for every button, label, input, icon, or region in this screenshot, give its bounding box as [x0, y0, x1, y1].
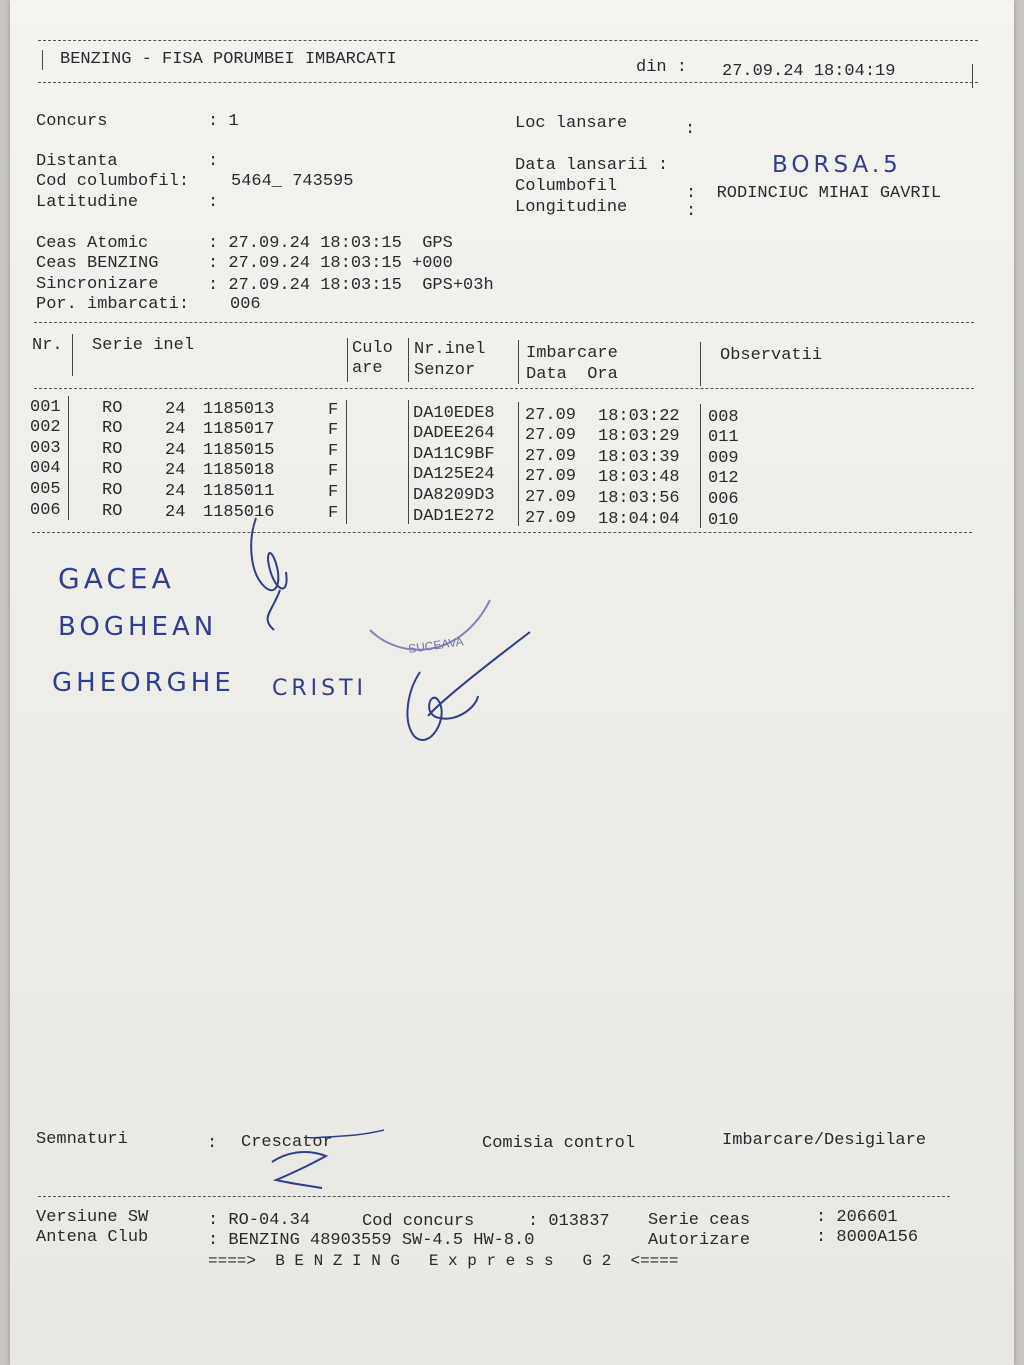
row-nr: 003	[30, 439, 61, 458]
latitudine-label: Latitudine	[36, 193, 139, 212]
stamp-text: SUCEAVA	[407, 634, 465, 656]
row-ring: 1185013	[203, 400, 275, 419]
row-date: 27.09	[525, 447, 577, 466]
row-country: RO	[102, 399, 123, 418]
versiune-sw-value: : RO-04.34	[208, 1211, 311, 1230]
cod-columbofil-value: 5464_ 743595	[231, 172, 354, 191]
concurs-label: Concurs	[36, 112, 108, 131]
row-time: 18:03:39	[598, 448, 680, 467]
ceas-benzing-value: : 27.09.24 18:03:15 +000	[208, 254, 453, 273]
col-header-nr-inel: Nr.inel	[414, 340, 486, 359]
row-nr: 001	[30, 398, 61, 417]
row-time: 18:04:04	[598, 510, 680, 529]
benzing-banner: ====> B E N Z I N G E x p r e s s G 2 <====	[208, 1252, 679, 1270]
row-date: 27.09	[525, 467, 577, 486]
row-nr: 004	[30, 459, 61, 478]
col-header-culoare-2: are	[352, 359, 383, 378]
loc-lansare-label: Loc lansare	[515, 114, 628, 133]
row-sensor: DA10EDE8	[413, 404, 495, 423]
print-timestamp: 27.09.24 18:04:19	[722, 62, 896, 81]
row-ring: 1185018	[203, 461, 275, 480]
imbarcare-desigilare-label: Imbarcare/Desigilare	[722, 1131, 927, 1150]
printout-sheet	[10, 0, 1014, 1365]
row-ring: 1185011	[203, 482, 275, 501]
row-date: 27.09	[525, 488, 577, 507]
signature-mark	[251, 518, 286, 630]
row-observation: 010	[708, 511, 739, 530]
longitudine-value: :	[686, 202, 697, 221]
row-sensor: DA11C9BF	[413, 445, 495, 464]
semnaturi-colon: :	[207, 1134, 218, 1153]
row-date: 27.09	[525, 406, 577, 425]
row-sensor: DA8209D3	[413, 486, 495, 505]
data-lansarii-label: Data lansarii :	[515, 156, 669, 175]
col-header-observatii: Observatii	[720, 346, 823, 365]
row-observation: 009	[708, 449, 739, 468]
row-date: 27.09	[525, 509, 577, 528]
autorizare-value: : 8000A156	[816, 1228, 919, 1247]
serie-ceas-label: Serie ceas	[648, 1211, 751, 1230]
porumbei-imbarcati-value: 006	[230, 295, 261, 314]
longitudine-label: Longitudine	[515, 198, 628, 217]
din-label: din :	[636, 58, 688, 77]
handwritten-name: GHEORGHE	[52, 668, 235, 698]
autorizare-label: Autorizare	[648, 1231, 751, 1250]
row-country: RO	[102, 502, 123, 521]
latitudine-value: :	[208, 193, 219, 212]
row-ring: 1185016	[203, 503, 275, 522]
ceas-atomic-value: : 27.09.24 18:03:15 GPS	[208, 234, 453, 253]
row-observation: 008	[708, 408, 739, 427]
row-time: 18:03:22	[598, 407, 680, 426]
sincronizare-value: : 27.09.24 18:03:15 GPS+03h	[208, 276, 494, 295]
ceas-benzing-label: Ceas BENZING	[36, 254, 159, 273]
cod-concurs-value: : 013837	[528, 1212, 610, 1231]
col-header-serie: Serie inel	[92, 336, 195, 355]
semnaturi-label: Semnaturi	[36, 1130, 128, 1149]
row-nr: 006	[30, 501, 61, 520]
row-ring: 1185017	[203, 420, 275, 439]
handwritten-name: CRISTI	[272, 676, 368, 701]
row-ring: 1185015	[203, 441, 275, 460]
row-date: 27.09	[525, 426, 577, 445]
crescator-label: Crescator	[241, 1133, 333, 1152]
antena-club-value: : BENZING 48903559 SW-4.5 HW-8.0	[208, 1231, 535, 1250]
row-sex: F	[328, 442, 339, 461]
signature-mark	[272, 1152, 326, 1188]
col-header-nr: Nr.	[32, 336, 63, 355]
row-sex: F	[328, 462, 339, 481]
row-sex: F	[328, 504, 339, 523]
columbofil-value: : RODINCIUC MIHAI GAVRIL	[686, 184, 942, 203]
antena-club-label: Antena Club	[36, 1228, 149, 1247]
handwritten-name: BOGHEAN	[58, 612, 218, 642]
row-sensor: DA125E24	[413, 465, 495, 484]
row-year: 24	[165, 420, 186, 439]
distanta-label: Distanta	[36, 152, 118, 171]
col-header-senzor: Senzor	[414, 361, 476, 380]
row-sensor: DADEE264	[413, 424, 495, 443]
row-time: 18:03:29	[598, 427, 680, 446]
col-header-imbarcare: Imbarcare	[526, 344, 618, 363]
row-country: RO	[102, 419, 123, 438]
row-year: 24	[165, 503, 186, 522]
row-year: 24	[165, 400, 186, 419]
versiune-sw-label: Versiune SW	[36, 1208, 149, 1227]
columbofil-label: Columbofil	[515, 177, 618, 196]
row-year: 24	[165, 441, 186, 460]
handwritten-name: GACEA	[58, 562, 175, 595]
serie-ceas-value: : 206601	[816, 1208, 898, 1227]
divider	[38, 1196, 950, 1197]
row-sex: F	[328, 483, 339, 502]
row-nr: 005	[30, 480, 61, 499]
row-sex: F	[328, 421, 339, 440]
ceas-atomic-label: Ceas Atomic	[36, 234, 149, 253]
document-title: BENZING - FISA PORUMBEI IMBARCATI	[60, 50, 397, 69]
row-observation: 012	[708, 469, 739, 488]
row-country: RO	[102, 460, 123, 479]
row-year: 24	[165, 482, 186, 501]
concurs-value: : 1	[208, 112, 239, 131]
handwritten-location: BORSA.5	[772, 152, 902, 178]
porumbei-imbarcati-label: Por. imbarcati:	[36, 295, 190, 314]
row-country: RO	[102, 481, 123, 500]
col-header-culoare: Culo	[352, 339, 393, 358]
row-sex: F	[328, 401, 339, 420]
cod-columbofil-label: Cod columbofil:	[36, 172, 190, 191]
row-observation: 011	[708, 428, 739, 447]
row-time: 18:03:48	[598, 468, 680, 487]
row-sensor: DAD1E272	[413, 507, 495, 526]
ink-marks	[10, 0, 1014, 1365]
comisia-control-label: Comisia control	[482, 1134, 636, 1153]
distanta-value: :	[208, 152, 219, 171]
row-nr: 002	[30, 418, 61, 437]
loc-lansare-value: :	[685, 120, 696, 139]
sincronizare-label: Sincronizare	[36, 275, 159, 294]
row-time: 18:03:56	[598, 489, 680, 508]
col-header-data-ora: Data Ora	[526, 365, 618, 384]
row-observation: 006	[708, 490, 739, 509]
row-year: 24	[165, 461, 186, 480]
cod-concurs-label: Cod concurs	[362, 1212, 475, 1231]
row-country: RO	[102, 440, 123, 459]
